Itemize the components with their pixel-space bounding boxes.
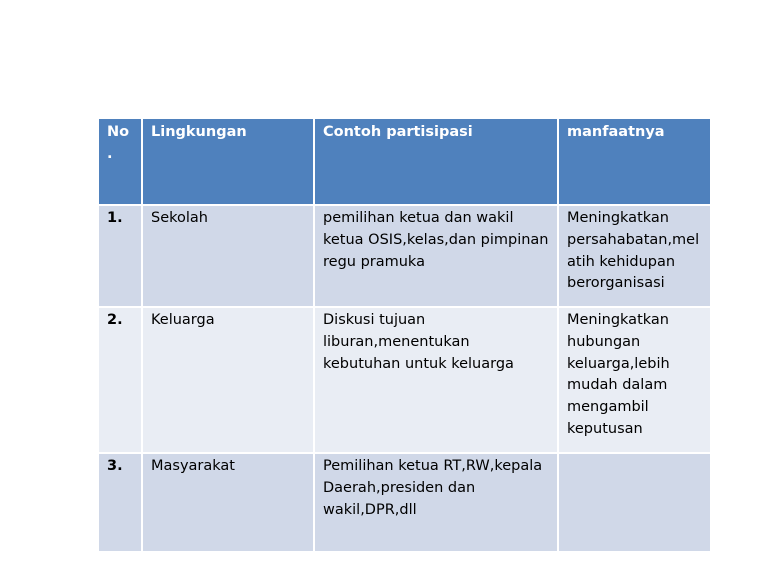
table-header-row (98, 118, 711, 205)
header-no: No. (98, 118, 142, 205)
cell-no: 2. (98, 307, 142, 453)
cell-lingkungan: Sekolah (142, 205, 314, 307)
cell-manfaat: Meningkatkan persahabatan,melatih kehidupan berorganisasi (558, 205, 711, 307)
cell-contoh: Pemilihan ketua RT,RW,kepala Daerah,presiden dan wakil,DPR,dll (314, 453, 558, 552)
table-row (98, 205, 711, 307)
table-row (98, 453, 711, 552)
cell-contoh: Diskusi tujuan liburan,menentukan kebutuhan untuk keluarga (314, 307, 558, 453)
table-row (98, 307, 711, 453)
cell-no: 1. (98, 205, 142, 307)
cell-contoh: pemilihan ketua dan wakil ketua OSIS,kelas,dan pimpinan regu pramuka (314, 205, 558, 307)
participation-table (97, 117, 712, 553)
cell-manfaat (558, 453, 711, 552)
cell-lingkungan: Keluarga (142, 307, 314, 453)
cell-no: 3. (98, 453, 142, 552)
header-lingkungan: Lingkungan (142, 118, 314, 205)
header-manfaatnya: manfaatnya (558, 118, 711, 205)
header-contoh-partisipasi: Contoh partisipasi (314, 118, 558, 205)
cell-manfaat: Meningkatkan hubungan keluarga,lebih mudah dalam mengambil keputusan (558, 307, 711, 453)
cell-lingkungan: Masyarakat (142, 453, 314, 552)
